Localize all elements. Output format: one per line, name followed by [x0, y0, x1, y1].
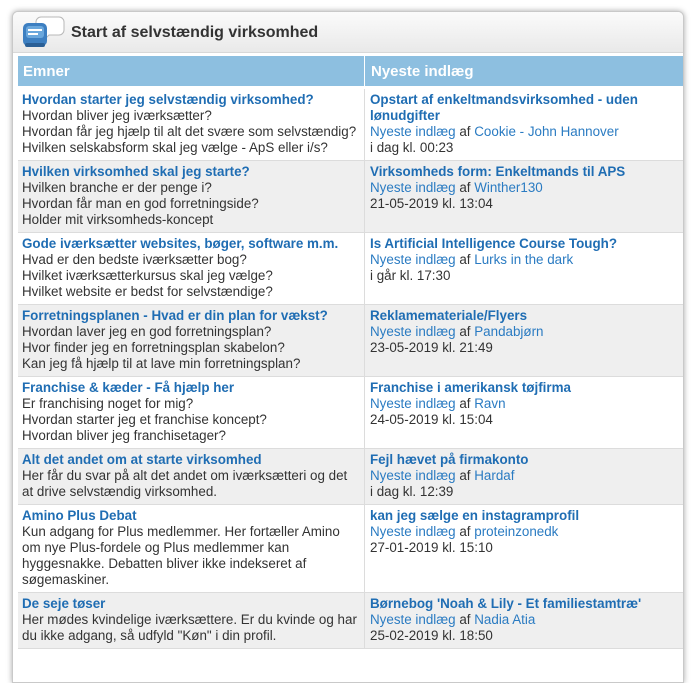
topic-description: Hvordan bliver jeg iværksætter?: [22, 108, 212, 123]
post-meta: [370, 324, 681, 340]
newest-post-link[interactable]: Nyeste indlæg: [370, 612, 456, 627]
topic-title-link[interactable]: Alt det andet om at starte virksomhed: [22, 452, 262, 467]
post-meta: [370, 524, 681, 540]
table-row: [18, 449, 684, 505]
post-meta: [370, 468, 681, 484]
post-date: i dag kl. 00:23: [370, 140, 454, 155]
topic-cell: [18, 505, 364, 592]
forum-panel: [12, 11, 684, 683]
panel-title: Start af selvstændig virksomhed: [71, 23, 319, 41]
topic-description: Her får du svar på alt det andet om iværksætteri og det at drive selvstændig virksomhed.: [22, 468, 348, 499]
topic-description: Hvilken branche er der penge i?: [22, 180, 212, 195]
post-date: 25-02-2019 kl. 18:50: [370, 628, 493, 643]
topic-description: Hvilket iværksætterkursus skal jeg vælge?: [22, 268, 273, 283]
newest-post-link[interactable]: Nyeste indlæg: [370, 468, 456, 483]
topic-title-link[interactable]: Amino Plus Debat: [22, 508, 137, 523]
post-date: 24-05-2019 kl. 15:04: [370, 412, 493, 427]
topic-title-link[interactable]: Hvordan starter jeg selvstændig virksomhed?: [22, 92, 314, 107]
topic-cell: [18, 233, 364, 304]
by-label: af: [459, 324, 471, 339]
table-row: [18, 505, 684, 593]
author-link[interactable]: Hardaf: [474, 468, 515, 483]
latest-post-link[interactable]: Børnebog 'Noah & Lily - Et familiestamtræ': [370, 596, 642, 611]
topic-description: Hvilket website er bedst for selvstændige?: [22, 284, 273, 299]
column-header-topics: Emner: [23, 62, 70, 80]
latest-post-cell: [364, 305, 684, 376]
author-link[interactable]: proteinzonedk: [474, 524, 559, 539]
by-label: af: [459, 180, 471, 195]
topic-description: Holder mit virksomheds-koncept: [22, 212, 214, 227]
topic-cell: [18, 377, 364, 448]
newest-post-link[interactable]: Nyeste indlæg: [370, 252, 456, 267]
topic-description: Kun adgang for Plus medlemmer. Her fortæller Amino om nye Plus-fordele og Plus medlemmer kan hyggesnakke. Debatten bliver ikke indekseret af søgemaskiner.: [22, 524, 340, 587]
newest-post-link[interactable]: Nyeste indlæg: [370, 524, 456, 539]
topic-description: Hvordan får jeg hjælp til alt det svære som selvstændig?: [22, 124, 357, 139]
latest-post-cell: [364, 377, 684, 448]
column-header-latest: Nyeste indlæg: [364, 56, 684, 86]
panel-header: [13, 12, 683, 53]
latest-post-link[interactable]: Reklamemateriale/Flyers: [370, 308, 528, 323]
topic-description: Hvilken selskabsform skal jeg vælge - ApS eller i/s?: [22, 140, 328, 155]
topic-title-link[interactable]: Hvilken virksomhed skal jeg starte?: [22, 164, 250, 179]
author-link[interactable]: Ravn: [474, 396, 506, 411]
post-meta: [370, 252, 681, 268]
by-label: af: [459, 612, 471, 627]
latest-post-link[interactable]: Fejl hævet på firmakonto: [370, 452, 529, 467]
table-row: [18, 161, 684, 233]
post-date: i dag kl. 12:39: [370, 484, 454, 499]
by-label: af: [459, 396, 471, 411]
topic-description: Kan jeg få hjælp til at lave min forretningsplan?: [22, 356, 301, 371]
topic-description: Hvordan laver jeg en god forretningsplan?: [22, 324, 272, 339]
newest-post-link[interactable]: Nyeste indlæg: [370, 124, 456, 139]
topic-description: Hvordan starter jeg et franchise koncept?: [22, 412, 267, 427]
author-link[interactable]: Lurks in the dark: [474, 252, 574, 267]
topic-cell: [18, 305, 364, 376]
by-label: af: [459, 468, 471, 483]
author-link[interactable]: Nadia Atia: [474, 612, 536, 627]
post-meta: [370, 612, 681, 628]
post-date: 21-05-2019 kl. 13:04: [370, 196, 493, 211]
topic-description: Hvordan får man en god forretningside?: [22, 196, 259, 211]
topic-cell: [18, 593, 364, 648]
table-header: [18, 56, 684, 86]
latest-post-cell: [364, 161, 684, 232]
table-row: [18, 593, 684, 649]
by-label: af: [459, 124, 471, 139]
author-link[interactable]: Cookie - John Hannover: [474, 124, 619, 139]
post-date: 27-01-2019 kl. 15:10: [370, 540, 493, 555]
newest-post-link[interactable]: Nyeste indlæg: [370, 396, 456, 411]
topic-title-link[interactable]: Forretningsplanen - Hvad er din plan for vækst?: [22, 308, 328, 323]
table-row: [18, 233, 684, 305]
post-meta: [370, 124, 681, 140]
latest-post-link[interactable]: kan jeg sælge en instagramprofil: [370, 508, 580, 523]
topic-cell: [18, 89, 364, 160]
topic-title-link[interactable]: Gode iværksætter websites, bøger, software m.m.: [22, 236, 339, 251]
table-row: [18, 89, 684, 161]
latest-post-link[interactable]: Virksomheds form: Enkeltmands til APS: [370, 164, 626, 179]
latest-post-cell: [364, 449, 684, 504]
author-link[interactable]: Pandabjørn: [474, 324, 544, 339]
latest-post-link[interactable]: Opstart af enkeltmandsvirksomhed - uden lønudgifter: [370, 92, 638, 123]
latest-post-cell: [364, 89, 684, 160]
post-date: i går kl. 17:30: [370, 268, 451, 283]
topic-description: Er franchising noget for mig?: [22, 396, 194, 411]
topic-description: Hvordan bliver jeg franchisetager?: [22, 428, 226, 443]
topic-title-link[interactable]: De seje tøser: [22, 596, 106, 611]
newest-post-link[interactable]: Nyeste indlæg: [370, 324, 456, 339]
post-meta: [370, 396, 681, 412]
latest-post-link[interactable]: Is Artificial Intelligence Course Tough?: [370, 236, 618, 251]
forum-chat-icon: [21, 14, 65, 50]
post-meta: [370, 180, 681, 196]
topic-cell: [18, 449, 364, 504]
latest-post-cell: [364, 593, 684, 648]
topic-description: Hvor finder jeg en forretningsplan skabelon?: [22, 340, 285, 355]
table-row: [18, 305, 684, 377]
topic-title-link[interactable]: Franchise & kæder - Få hjælp her: [22, 380, 235, 395]
newest-post-link[interactable]: Nyeste indlæg: [370, 180, 456, 195]
forum-table: [18, 89, 684, 649]
topic-description: Her mødes kvindelige iværksættere. Er du kvinde og har du ikke adgang, så udfyld "Køn" i din profil.: [22, 612, 357, 643]
by-label: af: [459, 524, 471, 539]
post-date: 23-05-2019 kl. 21:49: [370, 340, 493, 355]
by-label: af: [459, 252, 471, 267]
topic-description: Hvad er den bedste iværksætter bog?: [22, 252, 247, 267]
author-link[interactable]: Winther130: [474, 180, 543, 195]
latest-post-cell: [364, 233, 684, 304]
table-row: [18, 377, 684, 449]
topic-cell: [18, 161, 364, 232]
latest-post-link[interactable]: Franchise i amerikansk tøjfirma: [370, 380, 571, 395]
latest-post-cell: [364, 505, 684, 592]
